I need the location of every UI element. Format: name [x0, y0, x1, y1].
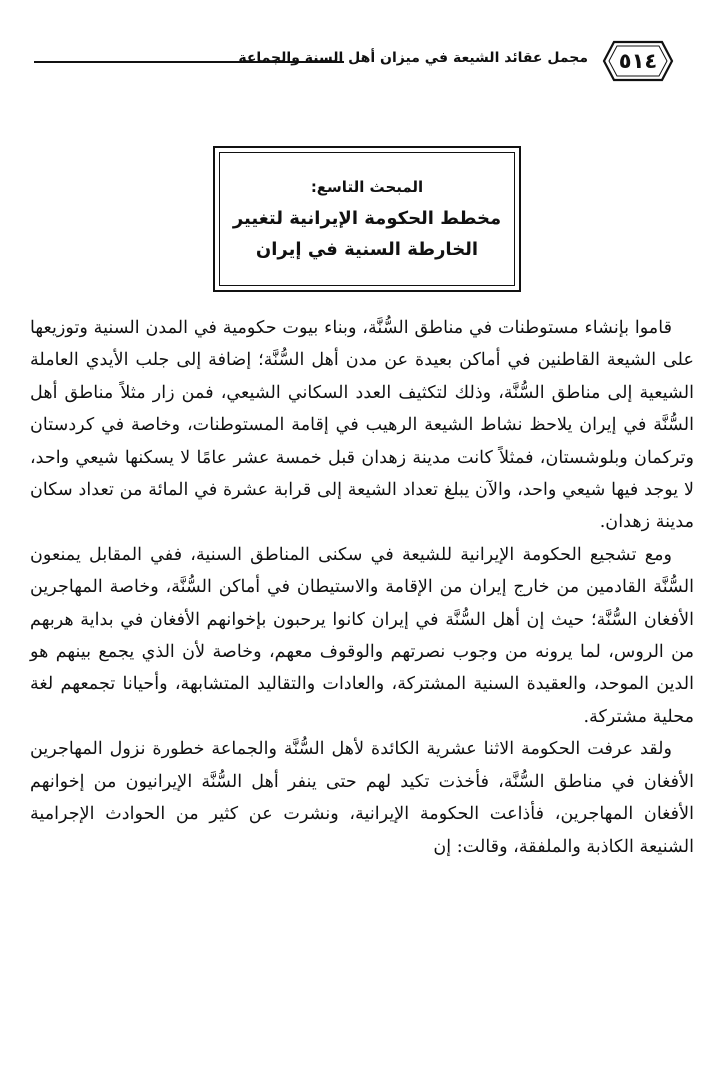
- paragraph-2: ومع تشجيع الحكومة الإيرانية للشيعة في سكنى المناطق السنية، ففي المقابل يمنعون السُّنَّة القادمين من خارج إيران من الإقامة والاستيطان في أماكن السُّنَّة، وخاصة المهاجرين الأفغان السُّنَّة؛ حيث إن أهل السُّنَّة في إيران كانوا يرحبون بإخوانهم الأفغان في بداية هربهم من الروس، لما يرونه من وجوب نصرتهم والوقوف معهم، وخاصة لأن الذي يجمع بينهم هو الدين الموحد، والعقيدة السنية المشتركة، والعادات والتقاليد المتشابهة، وأحيانا تجمعهم لغة محلية مشتركة.: [30, 544, 694, 727]
- running-title: مجمل عقائد الشيعة في ميزان أهل السنة والجماعة: [238, 50, 588, 66]
- paragraph-3: ولقد عرفت الحكومة الاثنا عشرية الكائدة لأهل السُّنَّة والجماعة خطورة نزول المهاجرين الأفغان في مناطق السُّنَّة، فأخذت تكيد لهم حتى ينفر أهل السُّنَّة الإيرانيون من إخوانهم الأفغان المهاجرين، فأذاعت الحكومة الإيرانية، ونشرت عن كثير من الحوادث الإجرامية الشنيعة الكاذبة والملفقة، وقالت: إن: [30, 739, 694, 857]
- page-header: [34, 36, 674, 90]
- section-title-box: [213, 146, 521, 292]
- section-title-line-1: مخطط الحكومة الإيرانية لتغيير: [232, 208, 502, 229]
- section-label: المبحث التاسع:: [310, 178, 424, 196]
- header-rule: [34, 61, 344, 63]
- page-number: ٥١٤: [618, 49, 658, 73]
- section-title-inner: [219, 152, 515, 286]
- page-number-badge: [602, 40, 674, 82]
- section-title-line-2: الخارطة السنية في إيران: [255, 239, 479, 260]
- body-text: [30, 312, 694, 863]
- paragraph-1: قاموا بإنشاء مستوطنات في مناطق السُّنَّة، وبناء بيوت حكومية في المدن السنية وتوزيعها على الشيعة القاطنين في أماكن بعيدة عن مدن أهل السُّنَّة؛ إضافة إلى جلب الأيدي العاملة الشيعية إلى مناطق السُّنَّة، وذلك لتكثيف العدد السكاني الشيعي، فمن زار مثلاً مناطق أهل السُّنَّة في إيران يلاحظ نشاط الشيعة الرهيب في إقامة المستوطنات، وخاصة في كردستان وتركمان وبلوشستان، فمثلاً كانت مدينة زهدان قبل خمسة عشر عامًا لا يسكنها شيعي واحد، لا يوجد فيها شيعي واحد، والآن يبلغ تعداد الشيعة إلى قرابة عشرة في المائة من تعداد سكان مدينة زهدان.: [30, 318, 694, 533]
